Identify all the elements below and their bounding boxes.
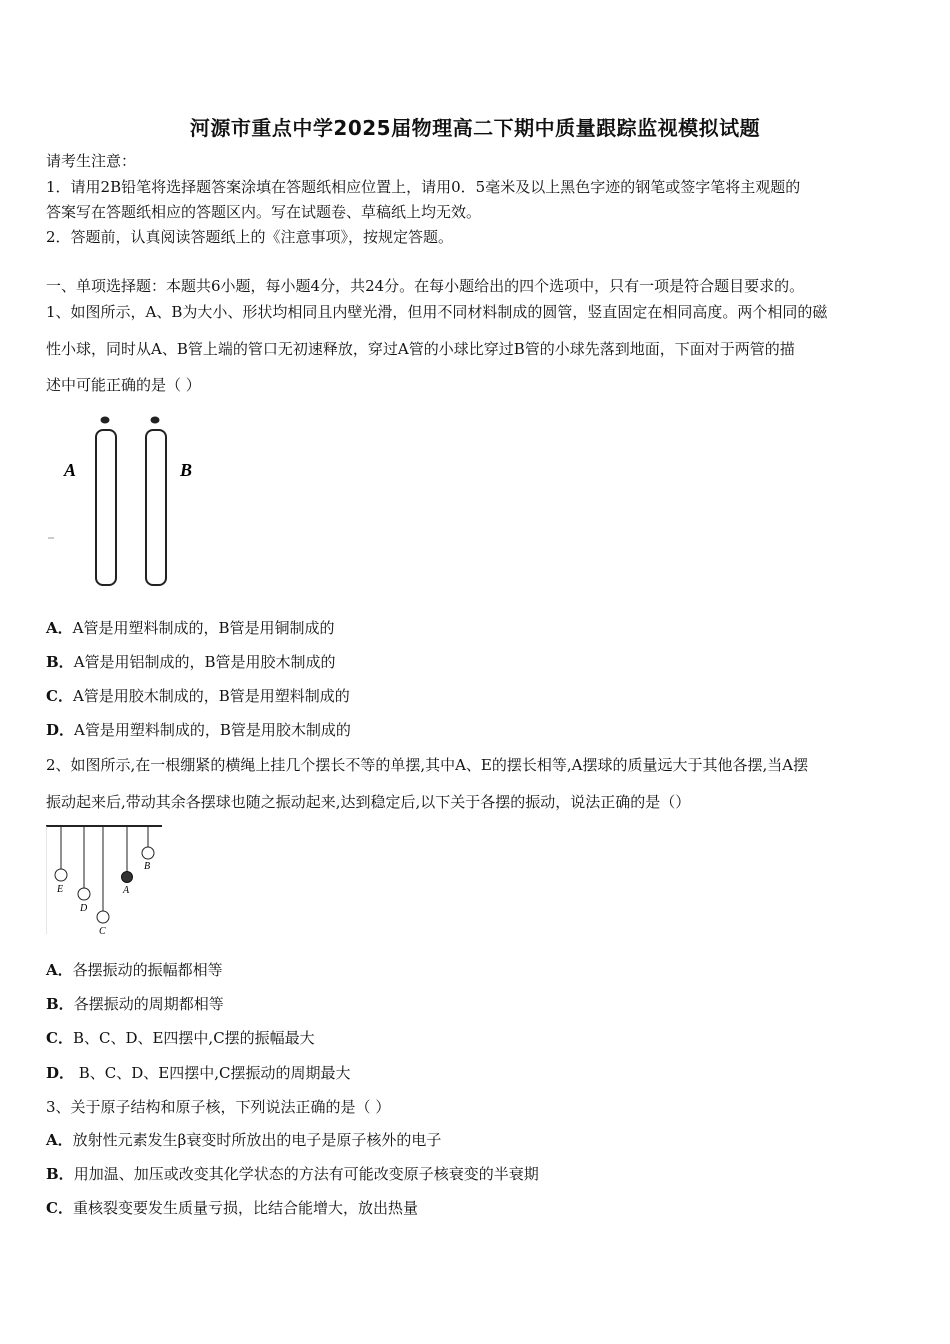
q1-option-c — [46, 686, 350, 706]
option-letter: A． — [46, 1131, 73, 1149]
tube-b — [146, 430, 166, 585]
q1-tubes-figure — [46, 410, 216, 592]
option-text: 各摆振动的振幅都相等 — [72, 961, 223, 979]
option-text: B、C、D、E四摆中,C摆的振幅最大 — [72, 1029, 315, 1047]
notice-heading: 请考生注意： — [46, 152, 137, 170]
exam-title: 河源市重点中学2025届物理高二下期中质量跟踪监视模拟试题 — [189, 116, 761, 140]
label-b: B — [144, 861, 151, 872]
q2-option-c — [46, 1028, 315, 1048]
label-c: C — [99, 926, 106, 937]
bob-c — [97, 911, 109, 923]
notice-item-2: 2．答题前，认真阅读答题纸上的《注意事项》，按规定答题。 — [46, 228, 454, 246]
q3-option-b — [46, 1164, 539, 1184]
option-letter: C． — [46, 1029, 73, 1047]
option-text: 重核裂变要发生质量亏损，比结合能增大，放出热量 — [72, 1199, 418, 1217]
section-1-heading: 一、单项选择题：本题共6小题，每小题4分，共24分。在每小题给出的四个选项中，只有一项是符合题目要求的。 — [46, 277, 805, 295]
option-letter: B． — [46, 1165, 74, 1183]
tube-a — [96, 430, 116, 585]
option-letter: C． — [46, 687, 73, 705]
tube-b-label: B — [180, 460, 193, 480]
q3-stem: 3、关于原子结构和原子核，下列说法正确的是（ ） — [46, 1098, 391, 1116]
q2-option-d — [46, 1063, 351, 1083]
option-letter: A． — [46, 619, 73, 637]
q1-stem-line-3: 述中可能正确的是（ ） — [46, 376, 201, 394]
tube-a-label: A — [64, 460, 77, 480]
option-text: A管是用铝制成的，B管是用胶木制成的 — [73, 653, 336, 671]
option-text: A管是用塑料制成的，B管是用铜制成的 — [72, 619, 335, 637]
q2-stem-line-2: 振动起来后,带动其余各摆球也随之振动起来,达到稳定后,以下关于各摆的振动，说法正确的是（） — [46, 793, 691, 811]
option-text: 各摆振动的周期都相等 — [73, 995, 224, 1013]
option-text: B、C、D、E四摆中,C摆振动的周期最大 — [74, 1064, 351, 1082]
option-letter: D． — [46, 1064, 75, 1082]
option-text: A管是用塑料制成的，B管是用胶木制成的 — [74, 721, 351, 739]
bob-a — [122, 872, 133, 883]
ball-b — [151, 417, 160, 424]
option-letter: C． — [46, 1199, 73, 1217]
q1-option-d — [46, 720, 351, 740]
label-d: D — [80, 903, 88, 914]
option-letter: B． — [46, 653, 74, 671]
q1-option-b — [46, 652, 336, 672]
q2-stem-line-1: 2、如图所示,在一根绷紧的横绳上挂几个摆长不等的单摆,其中A、E的摆长相等,A摆球的质量远大于其他各摆,当A摆 — [46, 756, 809, 774]
q2-pendulum-figure — [46, 822, 176, 940]
option-letter: B． — [46, 995, 74, 1013]
option-text: A管是用胶木制成的，B管是用塑料制成的 — [72, 687, 350, 705]
option-letter: A． — [46, 961, 73, 979]
label-e: E — [57, 884, 64, 895]
option-text: 用加温、加压或改变其化学状态的方法有可能改变原子核衰变的半衰期 — [73, 1165, 539, 1183]
ball-a — [101, 417, 110, 424]
option-letter: D． — [46, 721, 75, 739]
bob-d — [78, 888, 90, 900]
option-text: 放射性元素发生β衰变时所放出的电子是原子核外的电子 — [72, 1131, 442, 1149]
q1-stem-line-2: 性小球，同时从A、B管上端的管口无初速释放，穿过A管的小球比穿过B管的小球先落到地面，下面对于两管的描 — [46, 340, 795, 358]
q1-stem-line-1: 1、如图所示，A、B为大小、形状均相同且内壁光滑，但用不同材料制成的圆管，竖直固定在相同高度。两个相同的磁 — [46, 303, 828, 321]
bob-e — [55, 869, 67, 881]
q2-option-a — [46, 960, 223, 980]
q3-option-a — [46, 1130, 441, 1150]
notice-item-1-line-2: 答案写在答题纸相应的答题区内。写在试题卷、草稿纸上均无效。 — [46, 203, 482, 221]
notice-item-1-line-1: 1．请用2B铅笔将选择题答案涂填在答题纸相应位置上，请用0．5毫米及以上黑色字迹的钢笔或签字笔将主观题的 — [46, 178, 801, 196]
q3-option-c — [46, 1198, 418, 1218]
q2-option-b — [46, 994, 224, 1014]
label-a: A — [123, 885, 130, 896]
bob-b — [142, 847, 154, 859]
q1-option-a — [46, 618, 335, 638]
